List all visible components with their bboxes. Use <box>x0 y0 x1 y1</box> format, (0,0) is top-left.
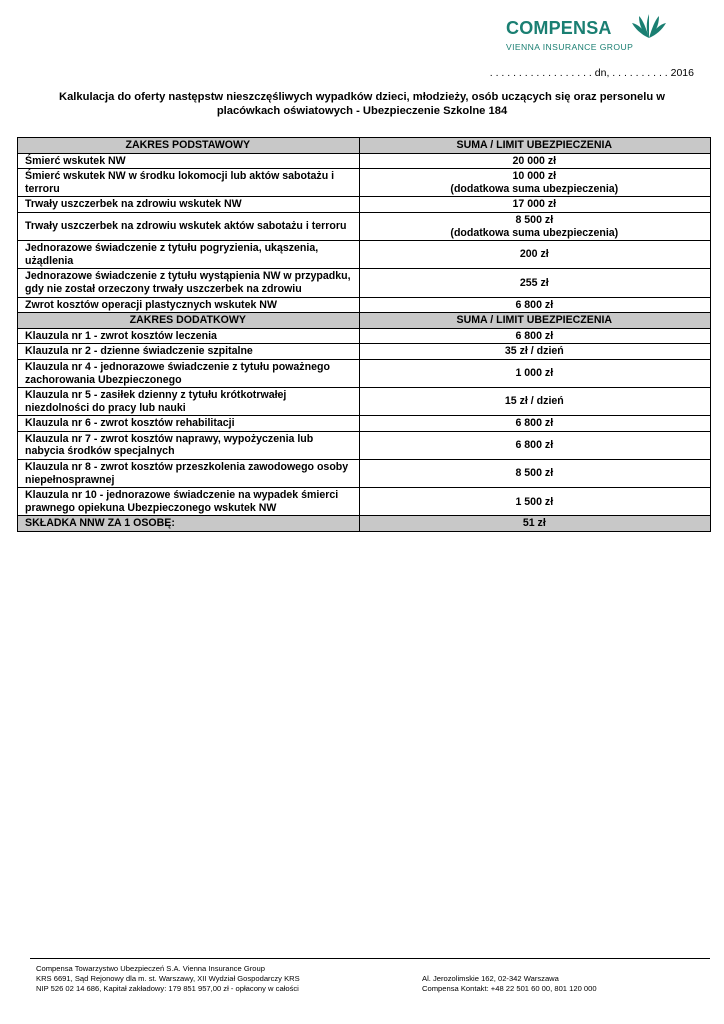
coverage-value-cell <box>359 241 710 269</box>
coverage-label: Jednorazowe świadczenie z tytułu pogryzienia, ukąszenia, użądlenia <box>18 241 360 269</box>
coverage-note: (dodatkowa suma ubezpieczenia) <box>450 226 619 239</box>
coverage-label: Zwrot kosztów operacji plastycznych wskutek NW <box>18 297 360 313</box>
sum-header: SUMA / LIMIT UBEZPIECZENIA <box>359 138 710 154</box>
table-row <box>18 488 711 516</box>
document-title <box>40 90 684 118</box>
clause-value: 1 000 zł <box>359 359 710 387</box>
coverage-label: Śmierć wskutek NW w środku lokomocji lub aktów sabotażu i terroru <box>18 169 360 197</box>
clause-label: Klauzula nr 7 - zwrot kosztów naprawy, wypożyczenia lub nabycia środków specjalnych <box>18 431 360 459</box>
coverage-value: 6 800 zł <box>515 298 554 311</box>
table-row <box>18 431 711 459</box>
logo-tagline: VIENNA INSURANCE GROUP <box>506 42 634 52</box>
clause-label: Klauzula nr 10 - jednorazowe świadczenie na wypadek śmierci prawnego opiekuna Ubezpieczonego wskutek NW <box>18 488 360 516</box>
coverage-label: Jednorazowe świadczenie z tytułu wystąpienia NW w przypadku, gdy nie został orzeczony trwały uszczerbek na zdrowiu <box>18 269 360 297</box>
coverage-value: 255 zł <box>519 276 549 289</box>
table-row <box>18 328 711 344</box>
footer-divider <box>30 958 710 959</box>
coverage-value-cell <box>359 212 710 240</box>
coverage-value: 20 000 zł <box>512 154 557 167</box>
title-line-1: Kalkulacja do oferty następstw nieszczęśliwych wypadków dzieci, młodzieży, osób uczących się oraz personelu w <box>59 91 665 103</box>
table-row <box>18 297 711 313</box>
table-row <box>18 388 711 416</box>
clause-label: Klauzula nr 5 - zasiłek dzienny z tytułu krótkotrwałej niezdolności do pracy lub nauki <box>18 388 360 416</box>
coverage-value: 17 000 zł <box>512 198 557 211</box>
clause-value: 6 800 zł <box>359 431 710 459</box>
clause-label: Klauzula nr 2 - dzienne świadczenie szpitalne <box>18 344 360 360</box>
coverage-value-cell <box>359 169 710 197</box>
clause-value: 6 800 zł <box>359 328 710 344</box>
footer-company-info <box>36 964 300 995</box>
coverage-value: 8 500 zł <box>515 213 554 226</box>
calculation-table <box>17 137 711 532</box>
coverage-value-cell <box>359 297 710 313</box>
table-row <box>18 460 711 488</box>
table-row <box>18 197 711 213</box>
sum-header: SUMA / LIMIT UBEZPIECZENIA <box>359 313 710 329</box>
footer-left-line: KRS 6691, Sąd Rejonowy dla m. st. Warszawy, XII Wydział Gospodarczy KRS <box>36 974 300 984</box>
coverage-note: (dodatkowa suma ubezpieczenia) <box>450 182 619 195</box>
premium-label: SKŁADKA NNW ZA 1 OSOBĘ: <box>18 516 360 532</box>
footer-left-line: NIP 526 02 14 686, Kapitał zakładowy: 179 851 957,00 zł - opłacony w całości <box>36 984 299 994</box>
coverage-value: 200 zł <box>519 248 549 261</box>
table-row <box>18 344 711 360</box>
clause-label: Klauzula nr 6 - zwrot kosztów rehabilitacji <box>18 416 360 432</box>
extra-header-row <box>18 313 711 329</box>
table-row <box>18 416 711 432</box>
table-row <box>18 359 711 387</box>
premium-value: 51 zł <box>359 516 710 532</box>
footer-right-line: Compensa Kontakt: +48 22 501 60 00, 801 120 000 <box>422 984 597 994</box>
extra-header: ZAKRES DODATKOWY <box>18 313 360 329</box>
coverage-label: Trwały uszczerbek na zdrowiu wskutek aktów sabotażu i terroru <box>18 212 360 240</box>
coverage-value: 10 000 zł <box>512 170 557 183</box>
coverage-label: Śmierć wskutek NW <box>18 153 360 169</box>
company-logo <box>506 12 666 56</box>
table-row <box>18 269 711 297</box>
coverage-value-cell <box>359 153 710 169</box>
date-line: . . . . . . . . . . . . . . . . . . dn, . . . . . . . . . . 2016 <box>489 67 694 79</box>
clause-value: 15 zł / dzień <box>359 388 710 416</box>
footer-left-line: Compensa Towarzystwo Ubezpieczeń S.A. Vienna Insurance Group <box>36 964 265 973</box>
logo-leaf-icon <box>630 14 668 40</box>
calculation-rows <box>18 138 711 532</box>
premium-row <box>18 516 711 532</box>
clause-value: 1 500 zł <box>359 488 710 516</box>
clause-label: Klauzula nr 4 - jednorazowe świadczenie z tytułu poważnego zachorowania Ubezpieczonego <box>18 359 360 387</box>
clause-value: 6 800 zł <box>359 416 710 432</box>
table-row <box>18 241 711 269</box>
table-row <box>18 212 711 240</box>
footer-contact-info <box>422 974 597 994</box>
title-line-2: placówkach oświatowych - Ubezpieczenie Szkolne 184 <box>216 105 508 117</box>
clause-value: 35 zł / dzień <box>359 344 710 360</box>
coverage-label: Trwały uszczerbek na zdrowiu wskutek NW <box>18 197 360 213</box>
clause-value: 8 500 zł <box>359 460 710 488</box>
footer-right-line: Al. Jerozolimskie 162, 02-342 Warszawa <box>422 974 559 983</box>
logo-wordmark: COMPENSA <box>506 18 612 38</box>
clause-label: Klauzula nr 8 - zwrot kosztów przeszkolenia zawodowego osoby niepełnosprawnej <box>18 460 360 488</box>
coverage-value-cell <box>359 269 710 297</box>
table-row <box>18 169 711 197</box>
clause-label: Klauzula nr 1 - zwrot kosztów leczenia <box>18 328 360 344</box>
table-row <box>18 153 711 169</box>
basic-header: ZAKRES PODSTAWOWY <box>18 138 360 154</box>
basic-header-row <box>18 138 711 154</box>
coverage-value-cell <box>359 197 710 213</box>
